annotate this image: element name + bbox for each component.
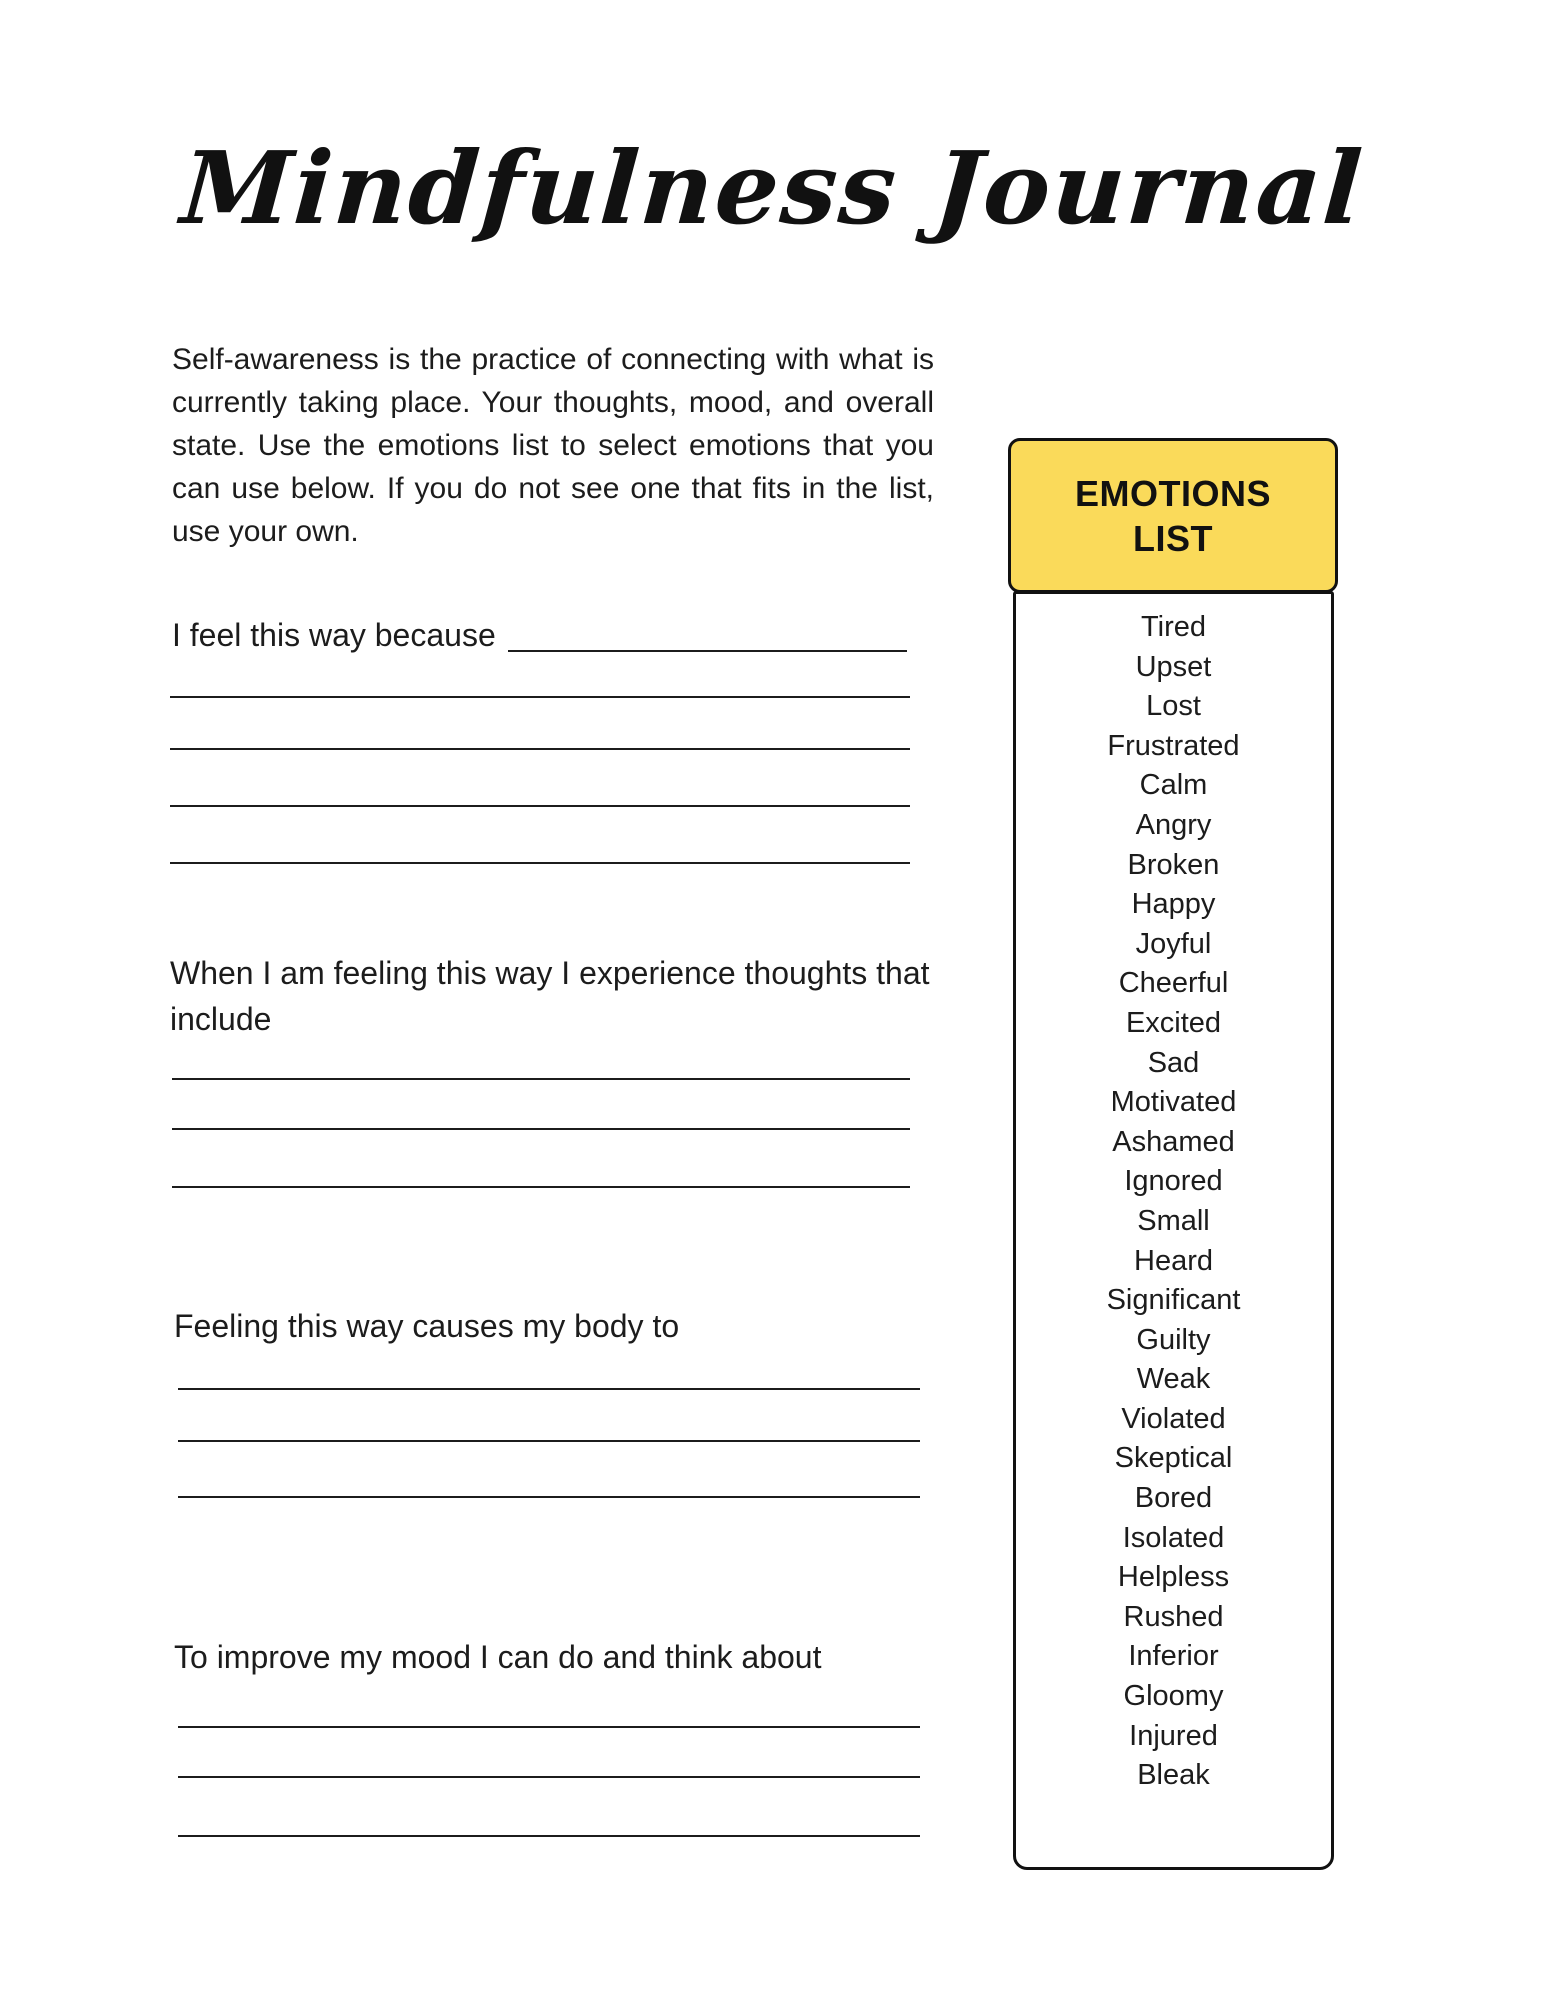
- emotions-list-header-label: EMOTIONS LIST: [1074, 472, 1271, 559]
- emotion-item: Rushed: [1123, 1600, 1224, 1633]
- prompt-feel-because: I feel this way because: [172, 617, 496, 653]
- answer-line[interactable]: [178, 1835, 920, 1837]
- emotion-item: Significant: [1106, 1284, 1241, 1317]
- answer-line[interactable]: [178, 1440, 920, 1442]
- emotion-item: Inferior: [1128, 1640, 1219, 1673]
- answer-blank-inline[interactable]: [508, 650, 907, 652]
- emotion-item: Injured: [1129, 1719, 1218, 1752]
- emotion-item: Broken: [1127, 848, 1220, 881]
- emotion-item: Isolated: [1122, 1521, 1225, 1554]
- emotion-item: Joyful: [1135, 927, 1212, 960]
- emotion-item: Happy: [1131, 888, 1216, 921]
- emotion-item: Gloomy: [1123, 1680, 1224, 1713]
- emotion-item: Angry: [1135, 808, 1212, 841]
- page-title: Mindfulness Journal: [177, 129, 1368, 247]
- emotion-item: Sad: [1147, 1046, 1200, 1079]
- answer-line[interactable]: [178, 1496, 920, 1498]
- emotion-item: Lost: [1146, 690, 1201, 723]
- section-feel-because: [172, 612, 907, 658]
- emotion-item: Guilty: [1136, 1323, 1211, 1356]
- emotion-item: Bored: [1134, 1482, 1213, 1515]
- answer-line[interactable]: [170, 805, 910, 807]
- intro-paragraph: Self-awareness is the practice of connecting with what is currently taking place. Your thoughts, mood, and overall state. Use the emotions list to select emotions that you can use below. If you do not see one that fits in the list, use your own.: [172, 343, 934, 548]
- emotions-list-box: [1013, 591, 1334, 1870]
- emotion-item: Skeptical: [1114, 1442, 1233, 1475]
- emotion-item: Ashamed: [1112, 1125, 1235, 1158]
- answer-line[interactable]: [170, 696, 910, 698]
- emotion-item: Ignored: [1124, 1165, 1223, 1198]
- prompt-body: Feeling this way causes my body to: [174, 1308, 680, 1344]
- emotion-item: Violated: [1121, 1402, 1226, 1435]
- emotion-item: Calm: [1139, 769, 1208, 802]
- emotion-item: Excited: [1125, 1006, 1222, 1039]
- emotion-item: Helpless: [1117, 1561, 1230, 1594]
- emotion-item: Frustrated: [1107, 729, 1240, 762]
- emotion-item: Cheerful: [1118, 967, 1229, 1000]
- emotion-item: Weak: [1136, 1363, 1211, 1396]
- answer-line[interactable]: [172, 1186, 910, 1188]
- answer-line[interactable]: [178, 1388, 920, 1390]
- answer-line[interactable]: [170, 748, 910, 750]
- emotion-item: Upset: [1135, 650, 1212, 683]
- emotion-item: Tired: [1141, 611, 1206, 643]
- emotion-item: Small: [1137, 1204, 1210, 1237]
- answer-line[interactable]: [170, 862, 910, 864]
- answer-line[interactable]: [172, 1078, 910, 1080]
- emotions-list-header: [1008, 438, 1338, 593]
- emotion-item: Motivated: [1110, 1086, 1237, 1119]
- emotion-item: Heard: [1134, 1244, 1213, 1277]
- emotions-list: [1016, 594, 1331, 1796]
- prompt-thoughts: When I am feeling this way I experience thoughts that include: [170, 955, 930, 1037]
- answer-line[interactable]: [172, 1128, 910, 1130]
- answer-line[interactable]: [178, 1776, 920, 1778]
- answer-line[interactable]: [178, 1726, 920, 1728]
- prompt-improve: To improve my mood I can do and think about: [174, 1639, 822, 1675]
- emotion-item: Bleak: [1137, 1759, 1210, 1792]
